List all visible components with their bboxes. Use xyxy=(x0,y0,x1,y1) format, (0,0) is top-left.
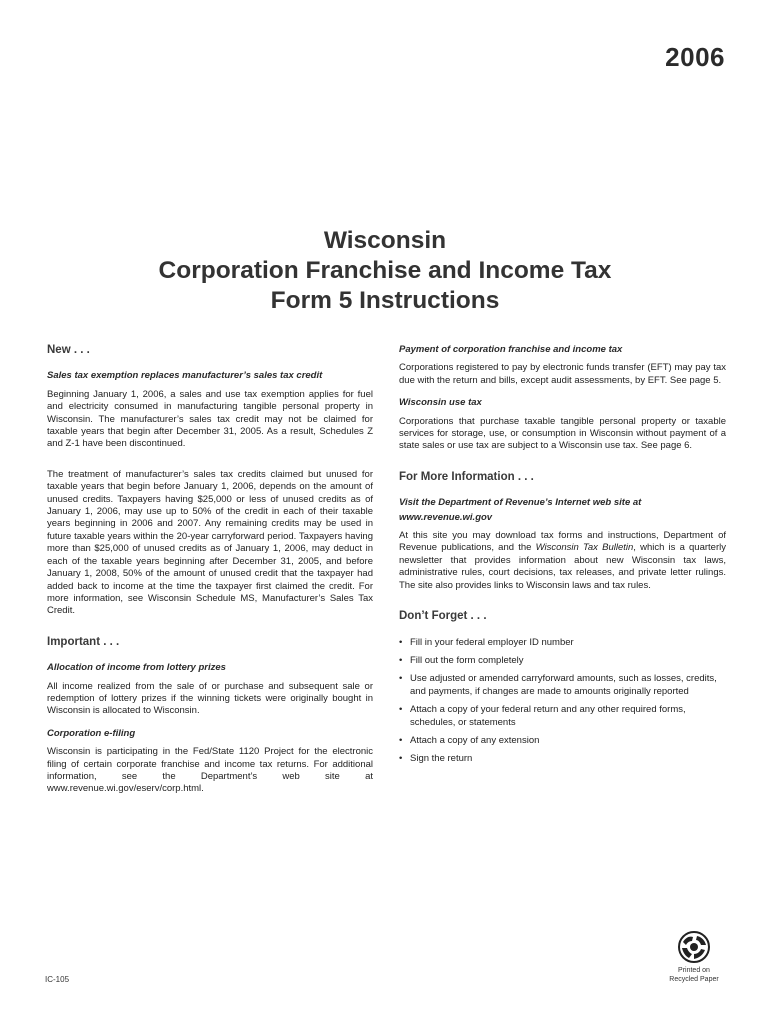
sales-tax-paragraph-2: The treatment of manufacturer’s sales tax credits claimed but unused for taxable years that begin before January 1, 2006, depends on the amount of unused credits. Taxpayers having $25,000 or less of unused credits as of January 1, 2006, may use up to 50% of the credit in each of their taxable years beginning in 2006 and 2007. Any remaining credits may be used in future taxable years within the 20-year carryforward period. Taxpayers having more than $25,000 of unused credits as of January 1, 2006, may deduct in each of the taxable years beginning after December 31, 2005, and before January 1, 2008, 50% of the amount of unused credit that the taxpayer had added back to income at the time the taxpayer first claimed the credit. For more information, see Wisconsin Schedule MS, Manufacturer’s Sales Tax Credit. xyxy=(47,468,373,617)
use-tax-paragraph: Corporations that purchase taxable tangible personal property or taxable services for storage, use, or consumption in Wisconsin without payment of a state sales or use tax are subject to a Wisconsin use tax. See page 6. xyxy=(399,415,726,452)
checklist-item xyxy=(399,673,726,698)
bullet: • xyxy=(399,704,403,716)
checklist-item xyxy=(399,655,726,667)
payment-title: Payment of corporation franchise and income tax xyxy=(399,344,623,355)
use-tax-title: Wisconsin use tax xyxy=(399,397,482,409)
website-title-line-1: Visit the Department of Revenue’s Internet web site at xyxy=(399,497,642,509)
checklist-item xyxy=(399,704,726,729)
recycled-paper-badge xyxy=(664,930,724,984)
tax-bulletin-title: Wisconsin Tax Bulletin xyxy=(535,542,634,554)
recycle-globe-icon xyxy=(677,930,711,964)
website-title-line-2: www.revenue.wi.gov xyxy=(399,511,493,523)
more-info-heading: For More Information . . . xyxy=(399,470,534,483)
left-column xyxy=(47,344,373,806)
efiling-title: Corporation e-filing xyxy=(47,727,136,739)
right-column xyxy=(399,344,726,772)
title-line-1: Wisconsin xyxy=(323,227,447,254)
form-code: IC-105 xyxy=(45,975,70,984)
bullet: • xyxy=(399,636,403,648)
payment-paragraph: Corporations registered to pay by electronic funds transfer (EFT) may pay tax due with the return and bills, except audit assessments, by EFT. See page 5. xyxy=(399,362,726,386)
website-text-b: , which is a quarterly newsletter that provides information about new Wisconsin tax laws, administrative rules, court decisions, tax releases, and private letter rulings. The site also provides links to Wisconsin laws and tax rules. xyxy=(399,542,726,591)
title-line-3: Form 5 Instructions xyxy=(270,287,500,314)
sales-tax-paragraph-1: Beginning January 1, 2006, a sales and use tax exemption applies for fuel and electricity consumed in manufacturing tangible personal property in Wisconsin. The manufacturer’s sales tax credit may not be claimed for taxable years that begin after December 31, 2005. As a result, Schedules Z and Z-1 have been discontinued. xyxy=(47,388,373,450)
checklist-item-text: Attach a copy of your federal return and any other required forms, schedules, or statements xyxy=(410,704,686,728)
bullet: • xyxy=(399,734,403,746)
document-title xyxy=(0,226,770,316)
checklist-item-text: Fill in your federal employer ID number xyxy=(410,636,574,648)
title-line-2: Corporation Franchise and Income Tax xyxy=(158,257,612,284)
lottery-title: Allocation of income from lottery prizes xyxy=(47,662,226,674)
checklist xyxy=(399,637,726,766)
bullet: • xyxy=(399,673,403,685)
checklist-item-text: Use adjusted or amended carryforward amounts, such as losses, credits, and payments, if changes are made to amounts originally reported xyxy=(410,673,717,697)
checklist-item xyxy=(399,735,726,747)
bullet: • xyxy=(399,654,403,666)
checklist-item-text: Attach a copy of any extension xyxy=(410,734,540,746)
checklist-item-text: Sign the return xyxy=(410,753,473,765)
efiling-paragraph: Wisconsin is participating in the Fed/State 1120 Project for the electronic filing of certain corporate franchise and income tax returns. For additional information, see the Department’s web site at www.revenue.wi.gov/eserv/corp.html. xyxy=(47,746,373,795)
website-text-a: At this site you may download tax forms and instructions, Department of Revenue publications, and the xyxy=(399,530,726,554)
checklist-item xyxy=(399,637,726,649)
checklist-item-text: Fill out the form completely xyxy=(410,654,524,666)
website-paragraph xyxy=(399,530,726,592)
lottery-paragraph: All income realized from the sale of or purchase and subsequent sale or redemption of lottery prizes if the winning tickets were originally bought in Wisconsin is allocated to Wisconsin. xyxy=(47,680,373,717)
recycle-text-line-1: Printed on xyxy=(678,967,710,974)
important-heading: Important . . . xyxy=(47,635,120,648)
checklist-item xyxy=(399,753,726,765)
bullet: • xyxy=(399,753,403,765)
recycle-text-line-2: Recycled Paper xyxy=(669,976,719,983)
new-heading: New . . . xyxy=(47,344,90,356)
sales-tax-title: Sales tax exemption replaces manufacturer’s sales tax credit xyxy=(47,370,323,382)
dont-forget-heading: Don’t Forget . . . xyxy=(399,610,487,623)
year-label: 2006 xyxy=(665,42,725,72)
